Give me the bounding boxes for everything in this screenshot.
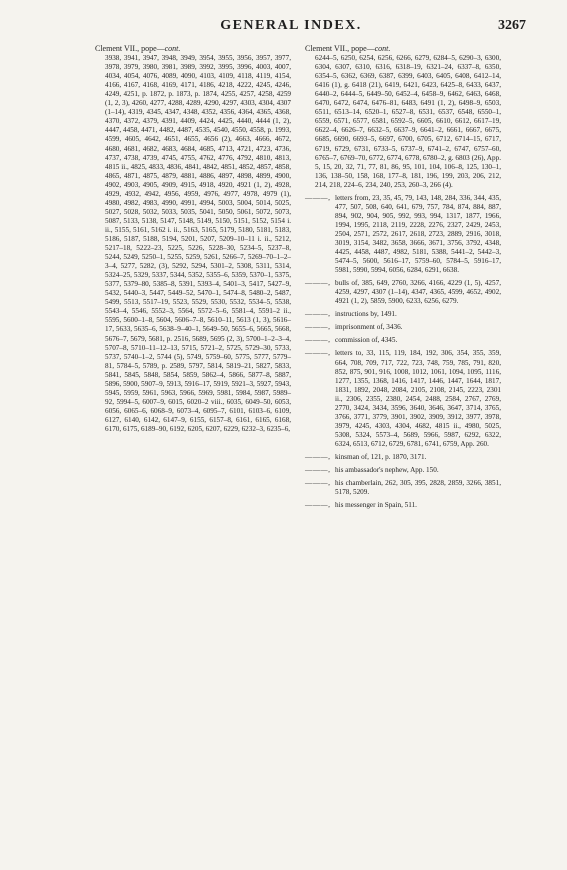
subentry-dash: ———, xyxy=(305,349,331,358)
subentry-dash: ———, xyxy=(305,279,331,288)
subentry-dash: ———, xyxy=(305,479,331,488)
subentry xyxy=(305,279,501,306)
entry-heading-cont: cont. xyxy=(164,44,181,53)
right-column xyxy=(305,44,501,510)
entry-heading xyxy=(95,44,291,53)
subentry-text: kinsman of, 121, p. 1870, 3171. xyxy=(335,452,427,461)
subentry-text: letters to, 33, 115, 119, 184, 192, 306, 354, 355, 359, 664, 708, 709, 717, 722, 723, 748, 759, 785, 791, 820, 852, 875, 901, 916, 1008, 1012, 1061, 1094, 1095, 1116, 1277, 1355, 1368, 1416, 1417, 1446, 1447, 1644, 1817, 1831, 1892, 2048, 2084, 2105, 2108, 2145, 2223, 2301 ii., 2306, 2355, 2380, 2454, 2488, 2584, 2767, 2769, 2770, 3424, 3434, 3596, 3640, 3646, 3647, 3714, 3765, 3766, 3771, 3779, 3901, 3902, 3909, 3912, 3977, 3978, 3979, 4245, 4303, 4304, 4682, 4815 ii., 4980, 5025, 5308, 5324, 5573–4, 5689, 5966, 5987, 6292, 6322, 6324, 6513, 6712, 6729, 6781, 6741, 6759, App. 260. xyxy=(335,349,501,448)
subentry-text: bulls of, 385, 649, 2760, 3266, 4166, 4229 (1, 5), 4257, 4259, 4297, 4307 (1–14), 4347, 4365, 4599, 4652, 4902, 4921 (1, 2), 5859, 5900, 6233, 6256, 6279. xyxy=(335,279,501,306)
subentry-dash: ———, xyxy=(305,466,331,475)
subentry-text: letters from, 23, 35, 45, 79, 143, 148, 284, 336, 344, 435, 477, 507, 508, 640, 641, 679, 757, 784, 874, 884, 887, 894, 902, 904, 905, 992, 993, 994, 1317, 1877, 1966, 1994, 1995, 2118, 2119, 2228, 2276, 2327, 2429, 2453, 2504, 2571, 2572, 2617, 2618, 2723, 2889, 2916, 3018, 3019, 3154, 3482, 3658, 3666, 3671, 3756, 3792, 4348, 4425, 4458, 4487, 4982, 5181, 5388, 5441–2, 5442–3, 5474–5, 5600, 5616–17, 5759–60, 5784–5, 5916–17, 5981, 5990, 5994, 6056, 6284, 6291, 6638. xyxy=(335,193,501,275)
subentry-text: commission of, 4345. xyxy=(335,336,398,345)
subentry xyxy=(305,479,501,497)
left-column xyxy=(95,44,291,434)
subentry-dash: ———, xyxy=(305,310,331,319)
subentry-dash: ———, xyxy=(305,336,331,345)
subentry-text: his ambassador's nephew, App. 150. xyxy=(335,466,439,475)
subentry xyxy=(305,323,501,332)
subentry-text: instructions by, 1491. xyxy=(335,310,397,319)
subentry xyxy=(305,453,501,462)
subentry xyxy=(305,194,501,275)
entry-heading-name: Clement VII., pope— xyxy=(95,44,165,53)
entry-references: 6244–5, 6250, 6254, 6256, 6266, 6279, 6284–5, 6290–3, 6300, 6304, 6307, 6310, 6316, 6318–19, 6321–24, 6337–8, 6350, 6354–5, 6362, 6369, 6387, 6399, 6403, 6405, 6408, 6412–14, 6416 (1), g. 6418 (21), 6419, 6421, 6423, 6425–8, 6433, 6437, 6440–2, 6444–5, 6449–50, 6452–4, 6458–9, 6462, 6463, 6468, 6470, 6472, 6474, 6476–81, 6483, 6491 (1, 2), 6498–9, 6503, 6511, 6513–14, 6520–1, 6527–8, 6531, 6537, 6548, 6550–1, 6559, 6571, 6577, 6581, 6592–5, 6605, 6610, 6612, 6617–19, 6622–4, 6626–7, 6632–5, 6637–9, 6641–2, 6661, 6667, 6675, 6685, 6690, 6693–5, 6697, 6700, 6705, 6712, 6714–15, 6717, 6719, 6729, 6731, 6733–5, 6737–9, 6741–2, 6747, 6757–60, 6765–7, 6769–70, 6772, 6774, 6778, 6780–2, g. 6803 (26), App. 5, 15, 20, 32, 71, 77, 81, 86, 95, 101, 104, 106–8, 125, 130–1, 136, 138–50, 158, 168, 177–8, 181, 196, 199, 203, 206, 212, 214, 218, 224–6, 234, 240, 253, 260–3, 266 (4). xyxy=(315,54,501,189)
subentry-text: his chamberlain, 262, 305, 395, 2828, 2859, 3266, 3851, 5178, 5209. xyxy=(335,479,501,497)
subentry xyxy=(305,336,501,345)
running-title: GENERAL INDEX. xyxy=(220,18,362,33)
subentry-text: imprisonment of, 3436. xyxy=(335,323,403,332)
entry-heading-name: Clement VII., pope— xyxy=(305,44,375,53)
subentry xyxy=(305,501,501,510)
entry-heading xyxy=(305,44,501,53)
subentry-list xyxy=(305,194,501,510)
entry-references: 3938, 3941, 3947, 3948, 3949, 3954, 3955, 3956, 3957, 3977, 3978, 3979, 3980, 3981, 3989, 3992, 3995, 3996, 4003, 4007, 4034, 4054, 4076, 4089, 4090, 4103, 4109, 4118, 4119, 4154, 4166, 4167, 4168, 4169, 4171, 4186, 4218, 4222, 4245, 4246, 4249, 4251, p. 1872, p. 1873, p. 1874, 4255, 4257, 4258, 4259 (1, 2, 3), 4260, 4277, 4288, 4289, 4290, 4297, 4303, 4304, 4307 (1–14), 4319, 4345, 4347, 4348, 4352, 4356, 4364, 4365, 4368, 4370, 4372, 4379, 4391, 4409, 4424, 4425, 4440, 4444 (1, 2), 4447, 4458, 4471, 4482, 4487, 4535, 4540, 4550, 4558, p. 1993, 4599, 4605, 4642, 4651, 4655, 4656 (2), 4663, 4666, 4672, 4680, 4681, 4682, 4683, 4684, 4685, 4713, 4721, 4723, 4736, 4737, 4738, 4739, 4745, 4755, 4762, 4776, 4792, 4810, 4813, 4815 ii., 4825, 4833, 4836, 4841, 4842, 4851, 4852, 4857, 4858, 4865, 4871, 4875, 4879, 4881, 4886, 4897, 4898, 4899, 4900, 4902, 4903, 4905, 4909, 4915, 4918, 4920, 4921 (1, 2), 4928, 4929, 4932, 4942, 4956, 4959, 4976, 4977, 4978, 4979 (1), 4980, 4982, 4983, 4990, 4991, 4994, 5003, 5004, 5014, 5025, 5027, 5028, 5032, 5033, 5035, 5041, 5050, 5061, 5072, 5073, 5087, 5133, 5138, 5147, 5148, 5149, 5150, 5151, 5152, 5154 i. ii., 5155, 5161, 5162 i. ii., 5163, 5165, 5179, 5180, 5181, 5183, 5186, 5187, 5188, 5194, 5201, 5207, 5209–10–11 i. ii., 5212, 5217–18, 5222–23, 5225, 5226, 5228–30, 5234–5, 5237–8, 5244, 5249, 5250–1, 5255, 5259, 5261, 5266–7, 5269–70–1–2–3–4, 5277, 5282, (3), 5292, 5294, 5301–2, 5308, 5311, 5314, 5324–25, 5329, 5337, 5344, 5352, 5355–6, 5359, 5370–1, 5375, 5377, 5379–80, 5385–8, 5391, 5393–4, 5401–3, 5417, 5427–9, 5432, 5440–3, 5447, 5449–52, 5470–1, 5474–8, 5480–2, 5487, 5499, 5513, 5517–19, 5523, 5529, 5530, 5532, 5534–5, 5538, 5543–4, 5546, 5552–3, 5564, 5572–5–6, 5581–4, 5591–2 ii., 5595, 5600–1–8, 5604, 5606–7–8, 5610–11, 5613 (1, 3), 5616–17, 5633, 5635–6, 5638–9–40–1, 5649–50, 5655–6, 5665, 5668, 5676–7, 5679, 5681, p. 2516, 5689, 5695 (2, 3), 5700–1–2–3–4, 5707–8, 5710–11–12–13, 5715, 5721–2, 5725, 5729–30, 5733, 5737, 5740–1–2, 5744 (5), 5749, 5759–60, 5775, 5777, 5779–81, 5784–5, 5789, p. 2589, 5797, 5814, 5819–21, 5827, 5833, 5841, 5845, 5848, 5854, 5859, 5862–4, 5866, 5877–8, 5887, 5896, 5900, 5907–9, 5913, 5916–17, 5919, 5921–3, 5927, 5943, 5945, 5959, 5961, 5963, 5966, 5969, 5981, 5984, 5987, 5989–92, 5994–5, 6007–9, 6015, 6020–2 viii., 6035, 6049–50, 6053, 6056, 6065–6, 6068–9, 6073–4, 6095–7, 6101, 6103–6, 6109, 6127, 6140, 6142, 6147–9, 6155, 6157–8, 6161, 6165, 6168, 6170, 6175, 6189–90, 6192, 6205, 6207, 6229, 6232–3, 6235–6, xyxy=(105,54,291,433)
page-header xyxy=(56,18,526,36)
page-number: 3267 xyxy=(498,18,526,33)
subentry xyxy=(305,349,501,449)
subentry-dash: ———, xyxy=(305,193,331,202)
subentry-dash: ———, xyxy=(305,501,331,510)
subentry xyxy=(305,466,501,475)
subentry xyxy=(305,310,501,319)
subentry-dash: ———, xyxy=(305,323,331,332)
entry-heading-cont: cont. xyxy=(374,44,391,53)
subentry-dash: ———, xyxy=(305,452,331,461)
subentry-text: his messenger in Spain, 511. xyxy=(335,501,417,510)
